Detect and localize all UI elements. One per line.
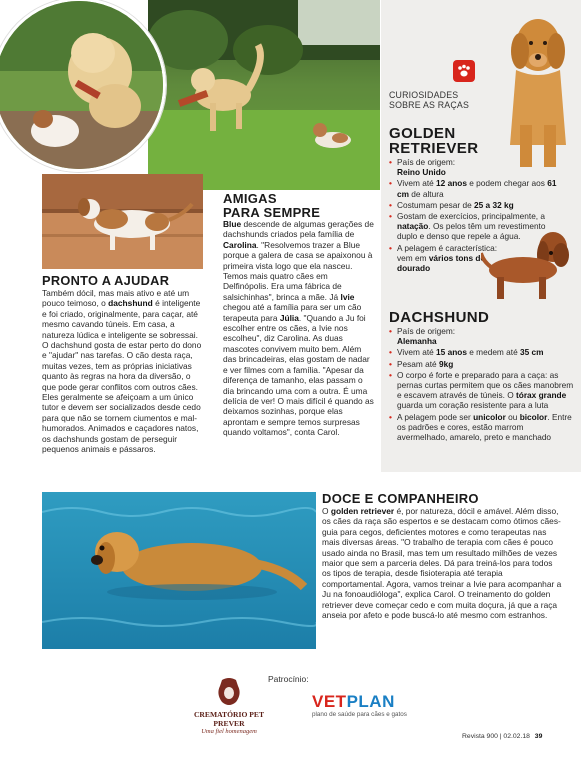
page-footer <box>462 733 542 740</box>
golden-fact-weight: • Costumam pesar de 25 a 32 kg <box>389 200 577 210</box>
dachshund-fact-weight: • Pesam até 9kg <box>389 359 575 369</box>
puppies-circle-photo <box>0 0 166 172</box>
page-number: 39 <box>534 733 543 740</box>
urn-icon <box>214 676 244 708</box>
vetplan-wordmark: VETPLAN <box>312 692 395 711</box>
paw-badge <box>453 60 475 82</box>
pronto-section <box>42 274 204 455</box>
doce-text: O golden retriever é, por natureza, dócil e amável. Além disso, os cães da raça são espertos e se destacam como ótimos cães-guia para cegos, deficientes motores e como terapeutas nas mais diversas áreas. "O trabalho de terapia com cães é pouco usado ainda no Brasil, mas tem um resultado milhões de vezes maior que sem a parceria deles. Dá para treiná-los para todos os tipos de terapia, desde fisioterapia até terapia comportamental. Agora, vamos treinar a Ivie para acompanhar a Ju na fonoaudióloga", explica Carol. O treinamento do golden retriever deve começar cedo e com muita doçura, já que a raça anseia por afeto e pode buscá-lo até mesmo com estranhos. <box>322 506 562 621</box>
golden-title-line1: GOLDEN <box>389 125 456 142</box>
dachshund-title: DACHSHUND <box>389 309 490 326</box>
sponsor-label: Patrocínio: <box>268 674 309 684</box>
golden-fact-origin: • País de origem: Reino Unido <box>389 157 577 177</box>
golden-fact-exercise: • Gostam de exercícios, principalmente, a natação. Os pelos têm um revestimento duplo e denso que repele a água. <box>389 211 557 242</box>
amigas-title <box>223 192 375 219</box>
amigas-text: Blue descende de algumas gerações de dachshunds criados pela família de Carolina. "Resolvemos trazer a Blue porque a galera de casa se apaixonou à primeira vista logo que ela nasceu. Temos mais quatro cães em Delfinópolis. Era uma fábrica de salsichinhas", brinca a mãe. Já Ivie chegou até a família para ser um cão terapeuta para Júlia. "Quando a Ju foi escolher entre os cães, a Ivie nos escolheu", diz Carolina. As duas mascotes convivem muito bem. Além das brincadeiras, elas gostam de nadar e ver filmes com a família. "Apesar da diferença de tamanho, elas passam o dia brincando uma com a outra. É uma delícia de ver! O mais difícil é quando as deixamos sozinhas, porque elas aprontam e sempre temos surpresas quando voltamos", conta Carol. <box>223 219 374 438</box>
golden-fact-coat: • A pelagem é característica: vem em vários tons de dourado <box>389 243 503 274</box>
amigas-title-line1: AMIGAS <box>223 191 277 206</box>
golden-retriever-photo <box>496 5 581 173</box>
dachshund-fact-origin: • País de origem: Alemanha <box>389 326 575 346</box>
dachshund-facts <box>389 326 575 443</box>
golden-swimming-photo <box>42 492 316 649</box>
sidebar-label <box>389 90 469 110</box>
dachshund-fact-body: • O corpo é forte e preparado para a caça: as pernas curtas permitem que os cães manobrem e escavem através de túneis. O tórax grande guarda um coração resistente para a luta <box>389 370 575 411</box>
crematorio-logo <box>178 676 280 735</box>
dachshund-standing-photo <box>481 225 579 305</box>
golden-title-line2: RETRIEVER <box>389 140 479 157</box>
dachshund-bench-photo <box>42 174 203 269</box>
paw-icon <box>456 63 472 79</box>
golden-fact-life: • Vivem até 12 anos e podem chegar aos 61 cm de altura <box>389 178 567 198</box>
crematorio-name: CREMATÓRIO PET PREVER <box>193 710 265 728</box>
garden-dogs-photo <box>148 0 380 190</box>
doce-title: DOCE E COMPANHEIRO <box>322 491 479 506</box>
dachshund-fact-coat: • A pelagem pode ser unicolor ou bicolor. Entre os padrões e cores, estão marrom avermelhado, amarelo, preto e manchado <box>389 412 575 443</box>
sidebar-label-line2: SOBRE AS RAÇAS <box>389 100 470 110</box>
doce-section <box>322 492 562 620</box>
amigas-title-line2: PARA SEMPRE <box>223 204 321 220</box>
dachshund-fact-life: • Vivem até 15 anos e medem até 35 cm <box>389 347 575 357</box>
issue-info: Revista 900 | 02.02.18 <box>462 733 530 740</box>
amigas-section <box>223 192 375 438</box>
pronto-text: Também dócil, mas mais ativo e até um pouco teimoso, o dachshund é inteligente e foi criado, originalmente, para caçar, até mesmo cavando túneis. Em casa, a natureza lúdica e inteligente se sobressai. O dachshund gosta de estar perto do dono e "ajudar" nas tarefas. O cão desta raça, muitas vezes, tem as próprias iniciativas quanto às regras na hora da diversão, o que pode gerar conflitos com outros cães. Eles geralmente se afeiçoam a um único tutor e devem ser socializados desde cedo para que não se tornem ciumentos e mal-humorados. Animados e caçadores natos, os dachshunds gostam de perseguir pequenos animais e pássaros. <box>42 288 202 455</box>
crematorio-tagline: Uma fiel homenagem <box>201 728 257 735</box>
sidebar-label-line1: CURIOSIDADES <box>389 90 459 100</box>
pronto-title: PRONTO A AJUDAR <box>42 273 170 288</box>
vetplan-logo <box>312 693 442 718</box>
golden-title <box>389 127 478 156</box>
breeds-sidebar <box>381 0 581 472</box>
vetplan-tagline: plano de saúde para cães e gatos <box>312 711 407 718</box>
